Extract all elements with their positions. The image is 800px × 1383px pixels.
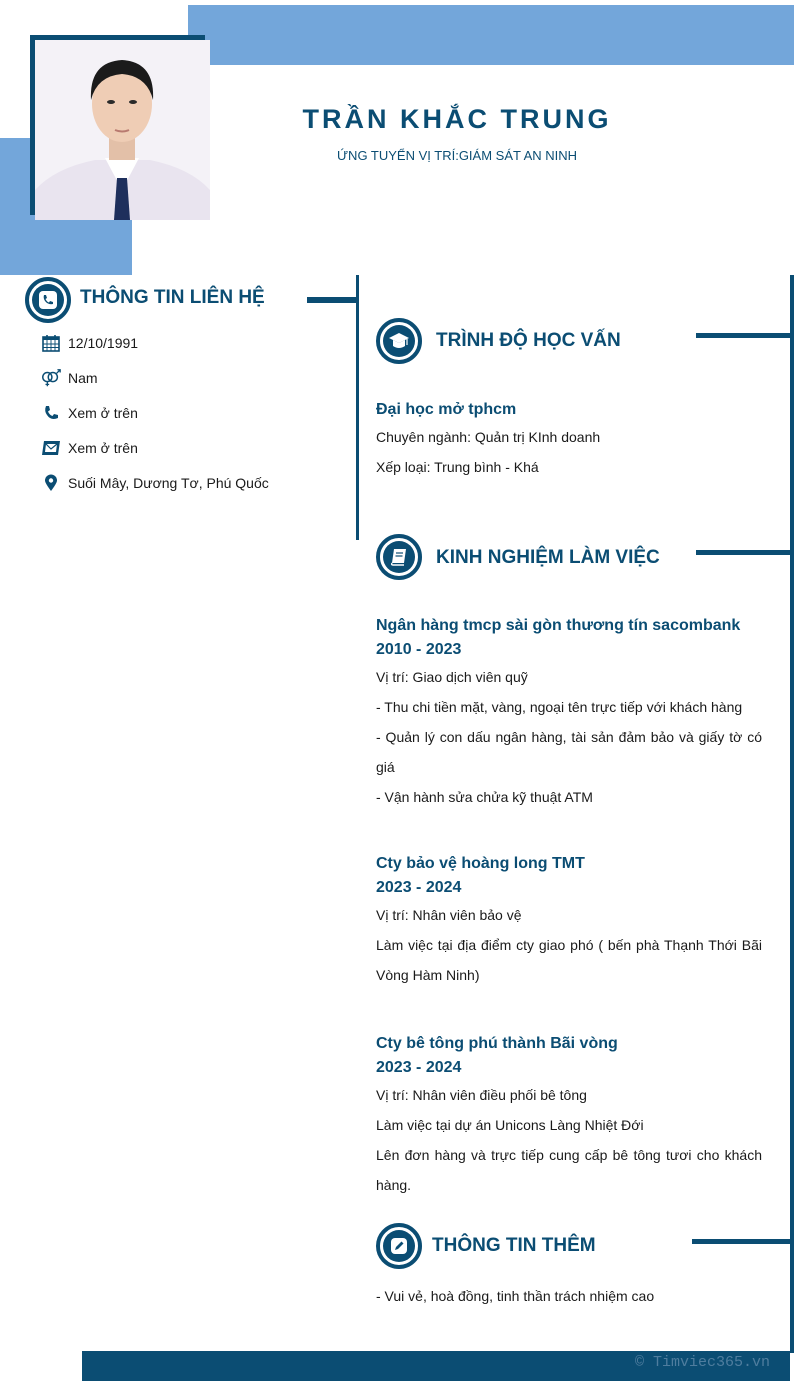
applied-position: ỨNG TUYỂN VỊ TRÍ:GIÁM SÁT AN NINH (336, 148, 578, 163)
education-grade: Xếp loại: Trung bình - Khá (376, 459, 539, 475)
decor-top-band (188, 5, 794, 65)
contact-address (40, 473, 269, 493)
gender-value: Nam (68, 370, 98, 386)
education-entry (376, 398, 762, 482)
divider-additional (692, 1239, 792, 1244)
contact-gender (40, 368, 98, 388)
education-section-title: TRÌNH ĐỘ HỌC VẤN (436, 330, 621, 351)
divider-vertical (356, 275, 359, 540)
job-company: Cty bê tông phú thành Bãi vòng (376, 1035, 618, 1052)
email-value: Xem ở trên (68, 440, 138, 456)
contact-phone (40, 403, 138, 423)
watermark: © Timviec365.vn (634, 1354, 770, 1371)
job-line: - Quản lý con dấu ngân hàng, tài sản đảm bảo và giấy tờ có giá (376, 729, 762, 775)
phone-icon (38, 290, 58, 310)
gender-icon (40, 368, 62, 388)
contact-section-title: THÔNG TIN LIÊN HỆ (80, 287, 265, 308)
divider-education (696, 333, 792, 338)
job-line: Làm việc tại địa điểm cty giao phó ( bến phà Thạnh Thới Bãi Vòng Hàm Ninh) (376, 937, 762, 983)
phone-value: Xem ở trên (68, 405, 138, 421)
job-entry (376, 852, 762, 990)
candidate-name: TRẦN KHẮC TRUNG (302, 104, 612, 134)
calendar-icon (40, 333, 62, 353)
graduation-cap-icon (387, 331, 411, 351)
job-period: 2010 - 2023 (376, 641, 462, 658)
education-section-icon (376, 318, 422, 364)
additional-entry (376, 1281, 762, 1311)
footer-bar (82, 1351, 790, 1381)
location-pin-icon (40, 473, 62, 493)
job-line: Vị trí: Nhân viên bảo vệ (376, 907, 522, 923)
address-value: Suối Mây, Dương Tơ, Phú Quốc (68, 475, 269, 491)
divider-experience (696, 550, 792, 555)
divider-right-edge (790, 275, 794, 1353)
additional-section-icon (376, 1223, 422, 1269)
job-line: - Vận hành sửa chửa kỹ thuật ATM (376, 789, 593, 805)
school-name: Đại học mở tphcm (376, 401, 517, 418)
job-entry (376, 614, 762, 812)
job-line: Vị trí: Nhân viên điều phối bê tông (376, 1087, 587, 1103)
job-period: 2023 - 2024 (376, 879, 462, 896)
job-line: Lên đơn hàng và trực tiếp cung cấp bê tông tươi cho khách hàng. (376, 1147, 762, 1193)
job-entry (376, 1032, 762, 1200)
additional-line: - Vui vẻ, hoà đồng, tinh thần trách nhiệm cao (376, 1288, 655, 1304)
job-line: Làm việc tại dự án Unicons Làng Nhiệt Đới (376, 1117, 644, 1133)
divider-contact (307, 297, 358, 303)
birthdate-value: 12/10/1991 (68, 335, 139, 351)
email-icon (40, 438, 62, 458)
job-period: 2023 - 2024 (376, 1059, 462, 1076)
job-company: Cty bảo vệ hoàng long TMT (376, 855, 585, 872)
contact-email (40, 438, 138, 458)
job-line: - Thu chi tiền mặt, vàng, ngoại tên trực tiếp với khách hàng (376, 699, 743, 715)
phone-icon (40, 403, 62, 423)
job-company: Ngân hàng tmcp sài gòn thương tín sacombank (376, 617, 741, 634)
pencil-icon (389, 1236, 409, 1256)
book-icon (389, 547, 409, 567)
profile-photo (35, 40, 210, 220)
education-major: Chuyên ngành: Quản trị KInh doanh (376, 429, 601, 445)
experience-section-title: KINH NGHIỆM LÀM VIỆC (436, 547, 660, 568)
experience-section-icon (376, 534, 422, 580)
contact-birthdate (40, 333, 138, 353)
contact-section-icon (25, 277, 71, 323)
additional-section-title: THÔNG TIN THÊM (432, 1235, 596, 1256)
job-line: Vị trí: Giao dịch viên quỹ (376, 669, 528, 685)
